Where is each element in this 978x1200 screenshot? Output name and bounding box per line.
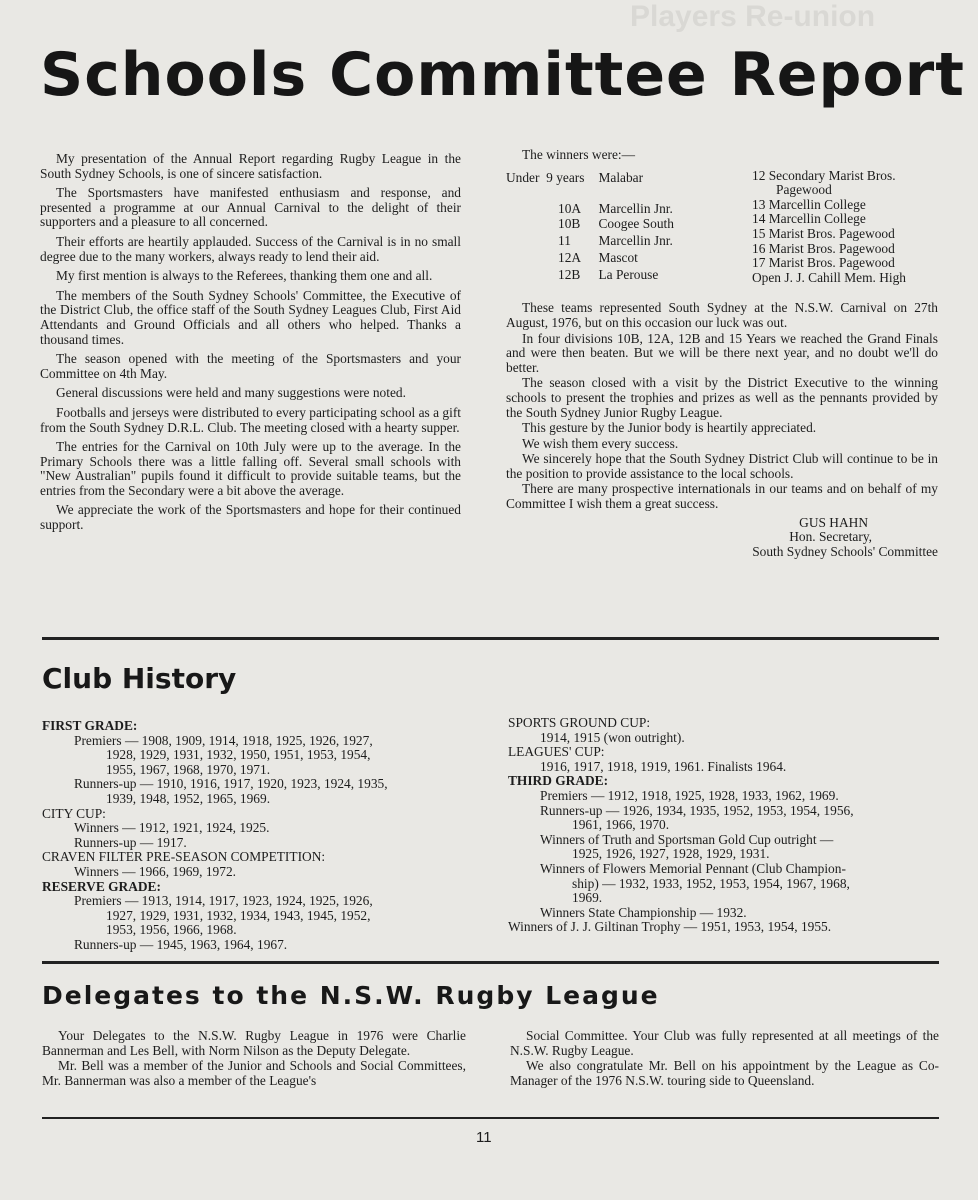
history-line: Winners of Flowers Memorial Pennant (Club Champion- (540, 860, 846, 876)
history-line: 1961, 1966, 1970. (572, 817, 670, 833)
history-line: Premiers — 1912, 1918, 1925, 1928, 1933, 1962, 1969. (540, 787, 839, 803)
history-line: 1969. (572, 890, 603, 906)
winner-entry: 13 Marcellin College (752, 196, 866, 212)
history-line: 1928, 1929, 1931, 1932, 1950, 1951, 1953, 1954, (106, 747, 371, 763)
report-paragraph: My first mention is always to the Referees, thanking them one and all. (56, 268, 433, 284)
winner-grade: 10B (558, 215, 581, 231)
delegates-right-column (510, 1029, 939, 1089)
history-grade-heading: FIRST GRADE: (42, 718, 138, 733)
report-left-column (40, 152, 461, 538)
winner-entry: 15 Marist Bros. Pagewood (752, 225, 895, 241)
history-line: ship) — 1932, 1933, 1952, 1953, 1954, 1967, 1968, (572, 875, 850, 891)
club-history-left (42, 719, 482, 953)
report-paragraph: My presentation of the Annual Report regarding Rugby League in the South Sydney Schools, is one of sincere satisfaction. (40, 151, 461, 181)
history-line: Winners State Championship — 1932. (540, 904, 747, 920)
section-divider (42, 637, 939, 640)
history-line: Winners — 1966, 1969, 1972. (74, 863, 236, 879)
report-paragraph: These teams represented South Sydney at the N.S.W. Carnival on 27th August, 1976, but on this occasion our luck was out. (506, 300, 938, 330)
history-line: Runners-up — 1926, 1934, 1935, 1952, 1953, 1954, 1956, (540, 802, 854, 818)
history-grade-heading: RESERVE GRADE: (42, 878, 161, 894)
club-history-right (508, 716, 940, 935)
winner-entry: 14 Marcellin College (752, 211, 866, 227)
report-right-paragraphs (506, 301, 938, 511)
report-paragraph: The entries for the Carnival on 10th July were up to the average. In the Primary Schools there was a little falling off. Several small schools with "New Australian" pupils found it difficult to provide suitable teams, but the entries from the Secondary were a bit above the average. (40, 439, 461, 498)
history-line: Winners — 1912, 1921, 1924, 1925. (74, 820, 270, 836)
winner-school: La Perouse (598, 267, 659, 283)
winner-entry: 12 Secondary Marist Bros. Pagewood (752, 167, 896, 198)
winner-school: Mascot (598, 250, 638, 266)
report-right-column (506, 148, 938, 559)
winner-row (506, 268, 674, 285)
history-line: 1916, 1917, 1918, 1919, 1961. Finalists 1964. (540, 758, 787, 774)
report-paragraph: The season closed with a visit by the District Executive to the winning schools to present the trophies and prizes as well as the pennants provided by the South Sydney Junior Rugby League. (506, 375, 938, 420)
signature-block (506, 516, 938, 560)
winner-entry: 17 Marist Bros. Pagewood (752, 255, 895, 271)
winner-grade: Under 9 years (506, 169, 585, 185)
history-line: Runners-up — 1917. (74, 834, 187, 850)
report-paragraph: There are many prospective internationals in our teams and on behalf of my Committee I wish them a great success. (506, 481, 938, 512)
history-line: Winners of J. J. Giltinan Trophy — 1951, 1953, 1954, 1955. (508, 919, 832, 935)
report-paragraph: The Sportsmasters have manifested enthusiasm and response, and presented a programme at our Annual Carnival to the delight of their supporters and a pleasure to all concerned. (40, 185, 461, 230)
winner-school: Marcellin Jnr. (598, 201, 673, 217)
delegates-heading: Delegates to the N.S.W. Rugby League (42, 981, 660, 1010)
history-line: Winners of Truth and Sportsman Gold Cup outright — (540, 831, 834, 847)
winner-row (506, 217, 674, 234)
history-line: CRAVEN FILTER PRE-SEASON COMPETITION: (42, 849, 326, 865)
winner-school: Malabar (598, 169, 644, 185)
winners-list-right (752, 169, 938, 286)
history-line: LEAGUES' CUP: (508, 744, 605, 760)
report-paragraph: Their efforts are heartily applauded. Success of the Carnival is in no small degree due to the many workers, always ready to lend their aid. (40, 233, 461, 264)
history-line: CITY CUP: (42, 805, 106, 821)
winners-block (506, 169, 938, 286)
winner-entry: 16 Marist Bros. Pagewood (752, 240, 895, 256)
delegates-left-column (42, 1029, 466, 1089)
winner-row (506, 251, 674, 268)
signature-title: Hon. Secretary, (789, 529, 872, 545)
bleed-through-text: Players Re-union (630, 0, 876, 33)
report-paragraph: We appreciate the work of the Sportsmasters and hope for their continued support. (40, 502, 461, 533)
report-paragraph: We wish them every success. (522, 435, 679, 451)
winner-grade: 12A (558, 250, 582, 266)
report-paragraph: Footballs and jerseys were distributed to every participating school as a gift from the South Sydney D.R.L. Club. The meeting closed with a hearty supper. (40, 404, 461, 435)
page-number: 11 (476, 1129, 492, 1146)
history-line: Premiers — 1908, 1909, 1914, 1918, 1925, 1926, 1927, (74, 732, 373, 748)
history-line: 1955, 1967, 1968, 1970, 1971. (106, 761, 271, 777)
delegates-paragraph: Social Committee. Your Club was fully represented at all meetings of the N.S.W. Rugby League. (510, 1028, 939, 1058)
history-line: 1939, 1948, 1952, 1965, 1969. (106, 790, 271, 806)
winner-school: Marcellin Jnr. (598, 232, 673, 248)
winner-school: Coogee South (598, 215, 674, 231)
winner-grade: 10A (558, 201, 582, 217)
winner-row (506, 234, 674, 251)
signature-name: GUS HAHN (799, 514, 868, 530)
winners-table-left (506, 171, 674, 286)
history-line: SPORTS GROUND CUP: (508, 715, 651, 730)
report-paragraph: We sincerely hope that the South Sydney District Club will continue to be in the position to provide assistance to the local schools. (506, 451, 938, 481)
history-line: Runners-up — 1945, 1963, 1964, 1967. (74, 936, 288, 952)
delegates-paragraph: Mr. Bell was a member of the Junior and Schools and Social Committees, Mr. Bannerman was also a member of the League's (42, 1058, 466, 1088)
winners-intro: The winners were:— (522, 147, 636, 162)
history-line: 1925, 1926, 1927, 1928, 1929, 1931. (572, 846, 770, 862)
history-line: 1914, 1915 (won outright). (540, 729, 685, 745)
section-divider (42, 1117, 939, 1119)
history-line: Runners-up — 1910, 1916, 1917, 1920, 1923, 1924, 1935, (74, 776, 388, 792)
report-paragraph: This gesture by the Junior body is heartily appreciated. (522, 420, 817, 436)
signature-committee: South Sydney Schools' Committee (752, 543, 938, 559)
report-paragraph: The members of the South Sydney Schools' Committee, the Executive of the District Club, the office staff of the South Sydney Leagues Club, First Aid Attendants and Ground Officials and all others who helped. Thanks a thousand times. (40, 287, 461, 347)
report-paragraph: General discussions were held and many suggestions were noted. (56, 385, 406, 401)
delegates-paragraph: We also congratulate Mr. Bell on his appointment by the League as Co-Manager of the 1976 N.S.W. touring side to Queensland. (510, 1058, 939, 1088)
history-grade-heading: THIRD GRADE: (508, 773, 609, 789)
winner-grade: 11 (558, 232, 571, 248)
winner-row (506, 171, 674, 188)
section-divider (42, 961, 939, 964)
winner-entry: Open J. J. Cahill Mem. High (752, 269, 906, 285)
delegates-paragraph: Your Delegates to the N.S.W. Rugby League in 1976 were Charlie Bannerman and Les Bell, with Norm Nilson as the Deputy Delegate. (42, 1028, 466, 1058)
history-line: Premiers — 1913, 1914, 1917, 1923, 1924, 1925, 1926, (74, 893, 373, 909)
history-line: 1953, 1956, 1966, 1968. (106, 922, 237, 938)
report-paragraph: The season opened with the meeting of the Sportsmasters and your Committee on 4th May. (40, 351, 461, 381)
report-paragraph: In four divisions 10B, 12A, 12B and 15 Years we reached the Grand Finals and were then beaten. But we will be there next year, and no doubt we'll do better. (506, 330, 938, 375)
winner-row (506, 188, 674, 217)
winner-grade: 12B (558, 267, 581, 283)
club-history-heading: Club History (42, 662, 237, 695)
page-title: Schools Committee Report (40, 40, 965, 110)
history-line: 1927, 1929, 1931, 1932, 1934, 1943, 1945, 1952, (106, 907, 371, 923)
